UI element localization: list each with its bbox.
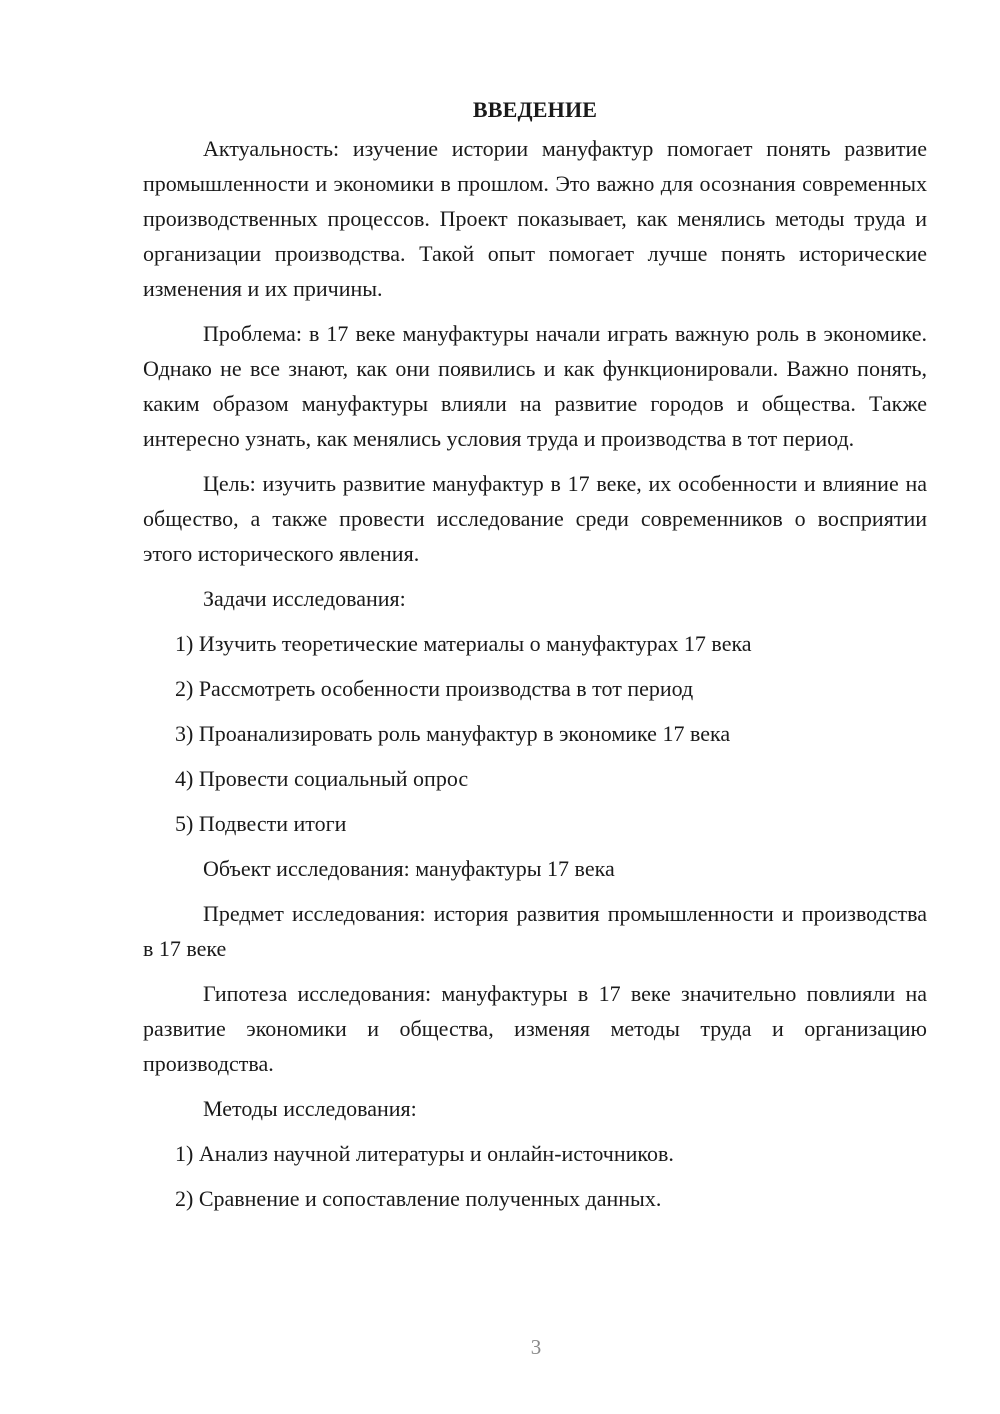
task-item-5: 5) Подвести итоги <box>175 811 347 836</box>
task-item-3: 3) Проанализировать роль мануфактур в экономике 17 века <box>175 721 731 746</box>
hypothesis-paragraph: Гипотеза исследования: мануфактуры в 17 веке значительно повлияли на развитие экономики и общества, изменяя методы труда и организацию производства. <box>143 981 927 1076</box>
task-item-2: 2) Рассмотреть особенности производства в тот период <box>175 676 694 701</box>
subject-paragraph: Предмет исследования: история развития промышленности и производства в 17 веке <box>143 901 927 961</box>
task-item-4: 4) Провести социальный опрос <box>175 766 469 791</box>
problem-paragraph: Проблема: в 17 веке мануфактуры начали играть важную роль в экономике. Однако не все знают, как они появились и как функционировали. Важно понять, каким образом мануфактуры влияли на развитие городов и общества. Также интересно узнать, как менялись условия труда и производства в тот период. <box>143 321 927 451</box>
method-item-2: 2) Сравнение и сопоставление полученных данных. <box>175 1186 662 1211</box>
methods-title: Методы исследования: <box>203 1096 417 1121</box>
object-paragraph: Объект исследования: мануфактуры 17 века <box>203 856 615 881</box>
tasks-title: Задачи исследования: <box>203 586 406 611</box>
page-number: 3 <box>530 1335 542 1359</box>
section-heading: ВВЕДЕНИЕ <box>472 97 598 122</box>
relevance-paragraph: Актуальность: изучение истории мануфактур помогает понять развитие промышленности и экономики в прошлом. Это важно для осознания современных производственных процессов. Проект показывает, как менялись методы труда и организации производства. Такой опыт помогает лучше понять исторические изменения и их причины. <box>143 136 927 301</box>
page-content <box>143 92 927 1226</box>
task-item-1: 1) Изучить теоретические материалы о мануфактурах 17 века <box>175 631 752 656</box>
method-item-1: 1) Анализ научной литературы и онлайн-источников. <box>175 1141 674 1166</box>
goal-paragraph: Цель: изучить развитие мануфактур в 17 веке, их особенности и влияние на общество, а также провести исследование среди современников о восприятии этого исторического явления. <box>143 471 927 566</box>
